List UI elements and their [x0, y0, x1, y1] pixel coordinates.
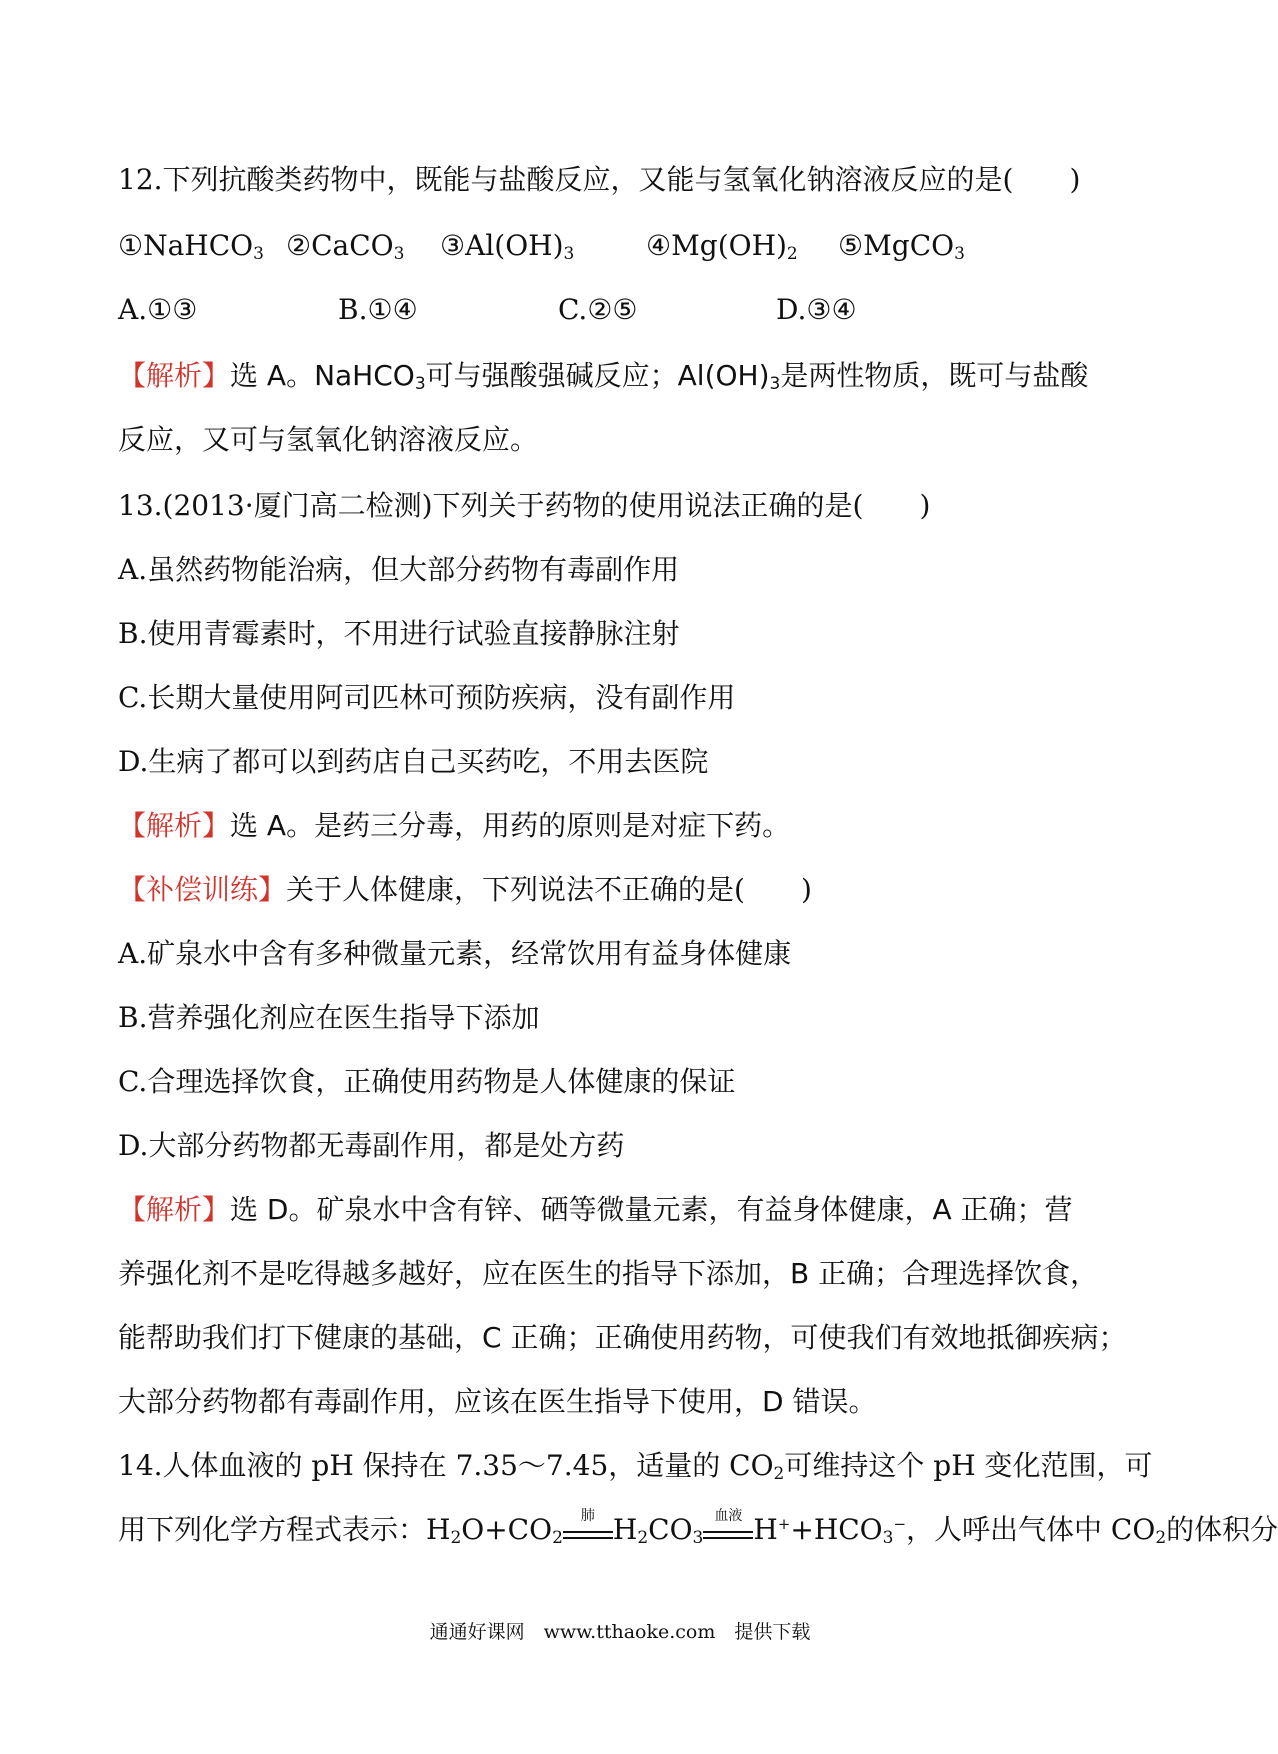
q13-analysis: 【解析】选 A。是药三分毒，用药的原则是对症下药。	[118, 809, 791, 842]
q13-option-c: C.长期大量使用阿司匹林可预防疾病，没有副作用	[118, 681, 736, 714]
comp-option-b: B.营养强化剂应在医生指导下添加	[118, 1001, 540, 1034]
equilibrium-arrow-blood: 血液	[703, 1520, 753, 1544]
comp-option-d: D.大部分药物都无毒副作用，都是处方药	[118, 1129, 625, 1162]
q12-analysis-line-1: 【解析】选 A。NaHCO$_3$可与强酸强碱反应；$Al(OH)_3$是两性物质，既可与盐酸	[118, 359, 1089, 394]
analysis-tag: 【解析】	[118, 359, 231, 392]
q12-item-4: $④Mg(OH)_2$	[646, 229, 798, 264]
question-13-stem: 13.(2013·厦门高二检测)下列关于药物的使用说法正确的是( )	[118, 489, 931, 522]
comp-option-a: A.矿泉水中含有多种微量元素，经常饮用有益身体健康	[118, 937, 792, 970]
equation: $H_2O+CO_2$ 肺 $H_2CO_3$ 血液 $H^++HCO_3^-$	[426, 1507, 907, 1548]
comp-analysis-line-3: 能帮助我们打下健康的基础，C 正确；正确使用药物，可使我们有效地抵御疾病；	[118, 1321, 1127, 1354]
question-14-line-1: 14.人体血液的 pH 保持在 7.35～7.45，适量的 $CO_2$可维持这个 pH 变化范围，可	[118, 1449, 1153, 1484]
q12-option-a: A.①③	[118, 293, 198, 326]
question-14-line-2: 用下列化学方程式表示：$H_2O+CO_2$ 肺 $H_2CO_3$ 血液 $H^++HCO_3^-$，人呼出气体中 $CO_2$的体积分	[118, 1507, 1278, 1548]
q12-item-2: ②CaCO$_3$	[286, 229, 405, 264]
q12-item-1: ①NaHCO$_3$	[118, 229, 264, 264]
compensation-tag: 【补偿训练】	[118, 873, 287, 906]
comp-analysis-line-1: 【解析】选 D。矿泉水中含有锌、硒等微量元素，有益身体健康，A 正确；营	[118, 1193, 1073, 1226]
q13-option-d: D.生病了都可以到药店自己买药吃，不用去医院	[118, 745, 709, 778]
q12-item-3: $③Al(OH)_3$	[440, 229, 575, 264]
q13-option-b: B.使用青霉素时，不用进行试验直接静脉注射	[118, 617, 680, 650]
analysis-tag: 【解析】	[118, 1193, 231, 1226]
page-footer: 通通好课网 www.tthaoke.com 提供下载	[429, 1621, 811, 1643]
q12-option-d: D.③④	[776, 293, 857, 326]
q12-item-5: ⑤MgCO$_3$	[838, 229, 965, 264]
question-12-stem: 12.下列抗酸类药物中，既能与盐酸反应，又能与氢氧化钠溶液反应的是( )	[118, 163, 1081, 196]
comp-option-c: C.合理选择饮食，正确使用药物是人体健康的保证	[118, 1065, 736, 1098]
q12-option-c: C.②⑤	[558, 293, 638, 326]
q13-option-a: A.虽然药物能治病，但大部分药物有毒副作用	[118, 553, 680, 586]
comp-analysis-line-2: 养强化剂不是吃得越多越好，应在医生的指导下添加，B 正确；合理选择饮食，	[118, 1257, 1099, 1290]
q12-option-b: B.①④	[338, 293, 418, 326]
comp-analysis-line-4: 大部分药物都有毒副作用，应该在医生指导下使用，D 错误。	[118, 1385, 877, 1418]
compensation-stem: 【补偿训练】关于人体健康，下列说法不正确的是( )	[118, 873, 812, 906]
equilibrium-arrow-lung: 肺	[563, 1520, 613, 1544]
q12-analysis-line-2: 反应，又可与氢氧化钠溶液反应。	[118, 423, 539, 456]
analysis-tag: 【解析】	[118, 809, 231, 842]
